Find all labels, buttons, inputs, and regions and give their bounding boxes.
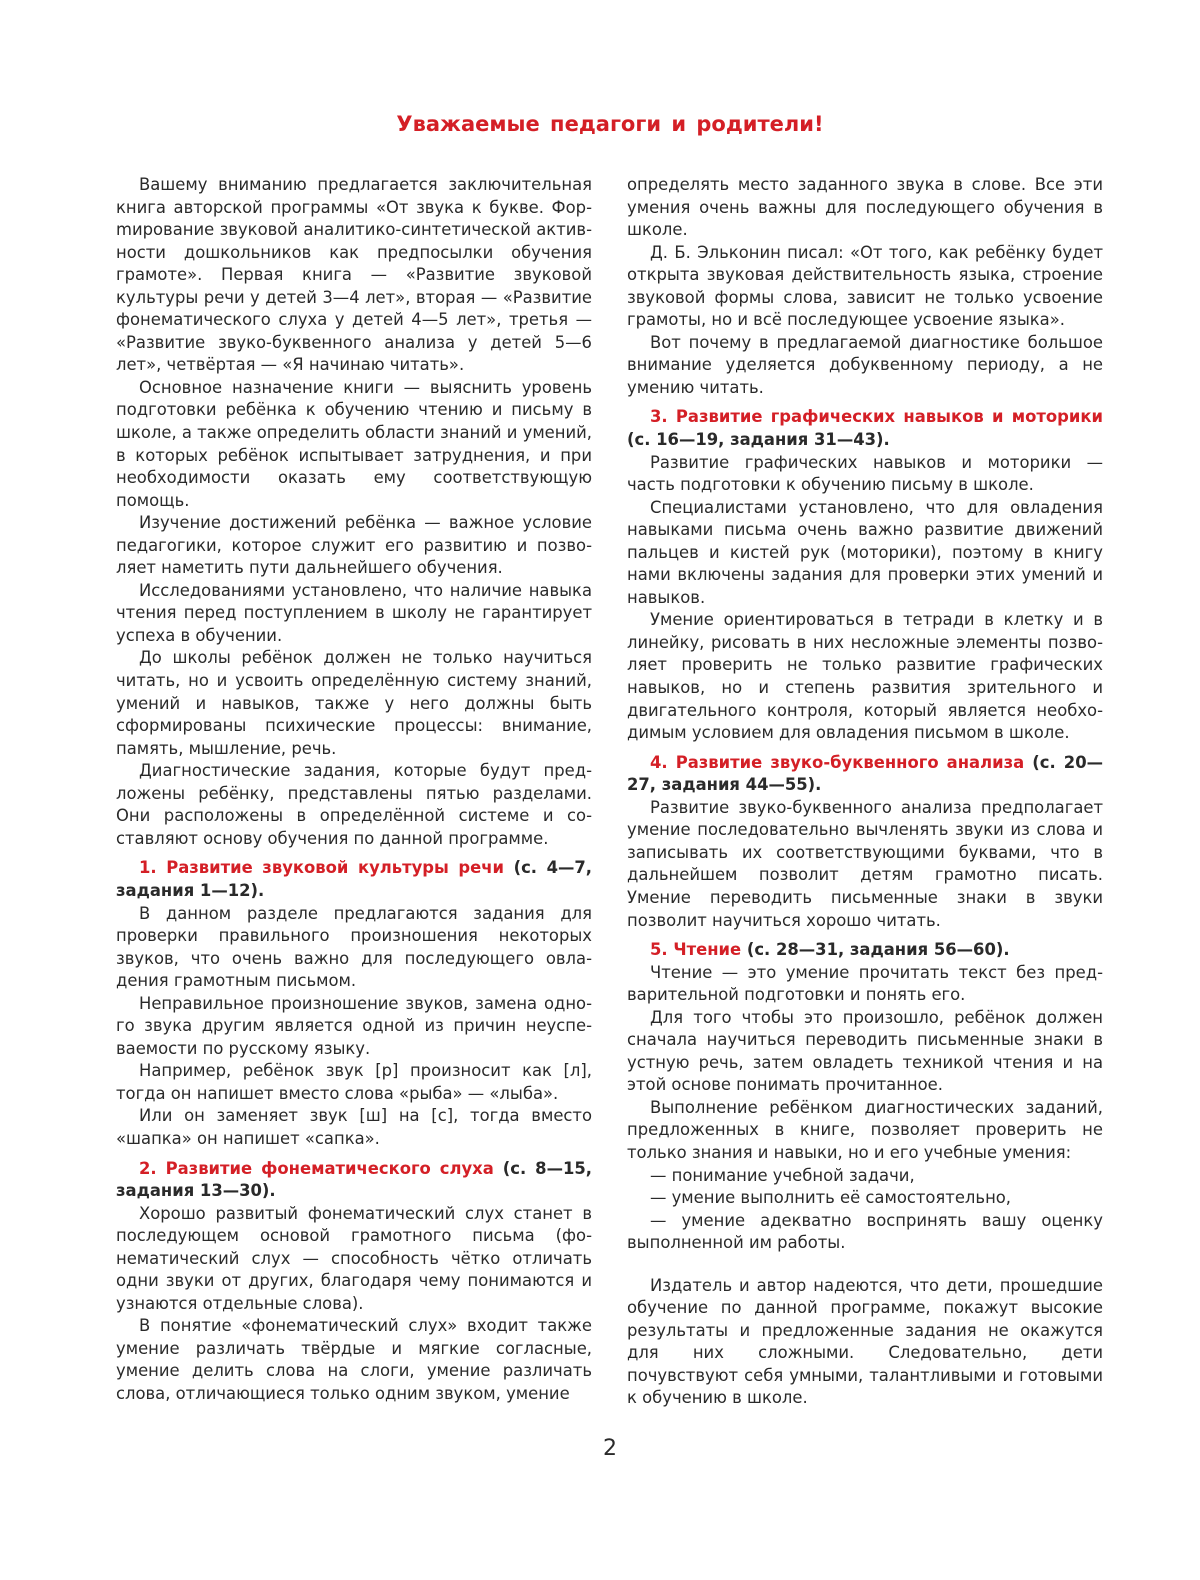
paragraph: В понятие «фонематический слух» входит также умение различать твёрдые и мягкие согласные, умение делить слова на слоги, умение различать слова, отличающиеся только одним звуком, умение [116, 1316, 592, 1403]
paragraph: Диагностические задания, которые будут предложены ребёнку, представлены пятью разделами. Они расположены в определённой системе и составляют основу обучения по данной программе. [116, 761, 592, 848]
paragraph: Неправильное произношение звуков, замена одного звука другим является одной из причин неуспеваемости по русскому языку. [116, 993, 592, 1058]
paragraph: Исследованиями установлено, что наличие навыка чтения перед поступлением в школу не гарантирует успеха в обучении. [116, 580, 592, 645]
paragraph: Вот почему в предлагаемой диагностике большое внимание уделяется добуквенному периоду, а не умению читать. [627, 332, 1103, 397]
paragraph: определять место заданного звука в слове. Все эти умения очень важны для последующего обучения в школе. [627, 175, 1103, 240]
section-title: 2. Развитие фонематического слуха [139, 1158, 494, 1178]
spacer [627, 1255, 1103, 1275]
section-heading-3 [627, 406, 1103, 451]
paragraph: Развитие графических навыков и моторики — часть подготовки к обучению письму в школе. [627, 452, 1103, 495]
left-column [116, 174, 592, 1406]
paragraph: Изучение достижений ребёнка — важное условие педагогики, которое служит его развитию и позволяет наметить пути дальнейшего обучения. [116, 513, 592, 578]
section-reference: (с. 16—19, задания 31—43). [627, 430, 890, 450]
section-reference: (с. 4—7, задания 1—12). [116, 858, 592, 900]
list-item: — умение адекватно воспринять вашу оценку выполненной им работы. [627, 1210, 1103, 1253]
paragraph: В данном разделе предлагаются задания для проверки правильного произношения некоторых звуков, что очень важно для последующего овладения грамотным письмом. [116, 903, 592, 991]
page-number: 2 [603, 1436, 617, 1461]
right-column [627, 174, 1103, 1410]
paragraph: Выполнение ребёнком диагностических заданий, предложенных в книге, позволяет проверить не только знания и навыки, но и его учебные умения: [627, 1097, 1103, 1162]
paragraph: До школы ребёнок должен не только научиться читать, но и усвоить определённую систему знаний, умений и навыков, также у него должны быть сформированы психические процессы: внимание, память, мышление, речь. [116, 648, 592, 758]
list-item: — умение выполнить её самостоятельно, [650, 1188, 1012, 1208]
page-title: Уважаемые педагоги и родители! [396, 112, 824, 136]
paragraph: Или он заменяет звук [ш] на [с], тогда вместо «шапка» он напишет «сапка». [116, 1106, 592, 1148]
section-title: 1. Развитие звуковой культуры речи [139, 858, 505, 878]
paragraph: Вашему вниманию предлагается заключительная книга авторской программы «От звука к букве. Форmирование звуковой аналитико-синтетической активности дошкольников как предпосылки обучения грамоте». Первая книга — «Развитие звуковой культуры речи у детей 3—4 лет», вторая — «Развитие фонематического слуха у детей 4—5 лет», третья — «Развитие звуко-буквенного анализа у детей 5—6 лет», четвёртая — «Я начинаю читать». [116, 175, 592, 375]
paragraph: Чтение — это умение прочитать текст без предварительной подготовки и понять его. [627, 962, 1103, 1005]
closing-paragraph: Издатель и автор надеются, что дети, прошедшие обучение по данной программе, покажут высокие результаты и предложенные задания не окажутся для них сложными. Следовательно, дети почувствуют себя умными, талантливыми и готовыми к обучению в школе. [627, 1275, 1103, 1408]
paragraph: Основное назначение книги — выяснить уровень подготовки ребёнка к обучению чтению и письму в школе, а также определить области знаний и умений, в которых ребёнок испытывает затруднения, и при необходимости оказать ему соответствующую помощь. [116, 377, 592, 510]
section-reference: (с. 20—27, задания 44—55). [627, 752, 1103, 795]
paragraph: Для того чтобы это произошло, ребёнок должен сначала научиться переводить письменные знаки в устную речь, затем овладеть техникой чтения и на этой основе понимать прочитанное. [627, 1007, 1103, 1095]
paragraph: Хорошо развитый фонематический слух станет в последующем основой грамотного письма (фонематический слух — способность чётко отличать одни звуки от других, благодаря чему понимаются и узнаются отдельные слова). [116, 1203, 592, 1313]
list-item: — понимание учебной задачи, [650, 1165, 915, 1185]
section-reference: (с. 28—31, задания 56—60). [741, 940, 1010, 960]
section-reference: (с. 8—15, задания 13—30). [116, 1158, 592, 1201]
paragraph: Например, ребёнок звук [р] произносит как [л], тогда он напишет вместо слова «рыба» — «лыба». [116, 1061, 592, 1103]
paragraph: Развитие звуко-буквенного анализа предполагает умение последовательно вычленять звуки из слова и записывать их соответствующими буквами, что в дальнейшем позволит детям грамотно писать. Умение переводить письменные знаки в звуки позволит научиться хорошо читать. [627, 797, 1103, 930]
section-title: 5. Чтение [650, 940, 742, 960]
section-title: 4. Развитие звуко-буквенного анализа [650, 752, 1025, 772]
section-heading-2 [116, 1158, 592, 1203]
paragraph: Д. Б. Эльконин писал: «От того, как ребёнку будет открыта звуковая действительность языка, строение звуковой формы слова, зависит не только усвоение грамоты, но и всё последующее усвоение языка». [627, 242, 1103, 330]
paragraph: Специалистами установлено, что для овладения навыками письма очень важно развитие движений пальцев и кистей рук (моторики), поэтому в книгу нами включены задания для проверки этих умений и навыков. [627, 497, 1103, 607]
section-heading-5 [627, 939, 1103, 962]
section-heading-4 [627, 752, 1103, 797]
section-title: 3. Развитие графических навыков и моторики [650, 407, 1103, 427]
paragraph: Умение ориентироваться в тетради в клетку и в линейку, рисовать в них несложные элементы позволяет проверить не только развитие графических навыков, но и степень развития зрительного и двигательного контроля, который является необходимым условием для овладения письмом в школе. [627, 610, 1103, 743]
section-heading-1 [116, 857, 592, 902]
